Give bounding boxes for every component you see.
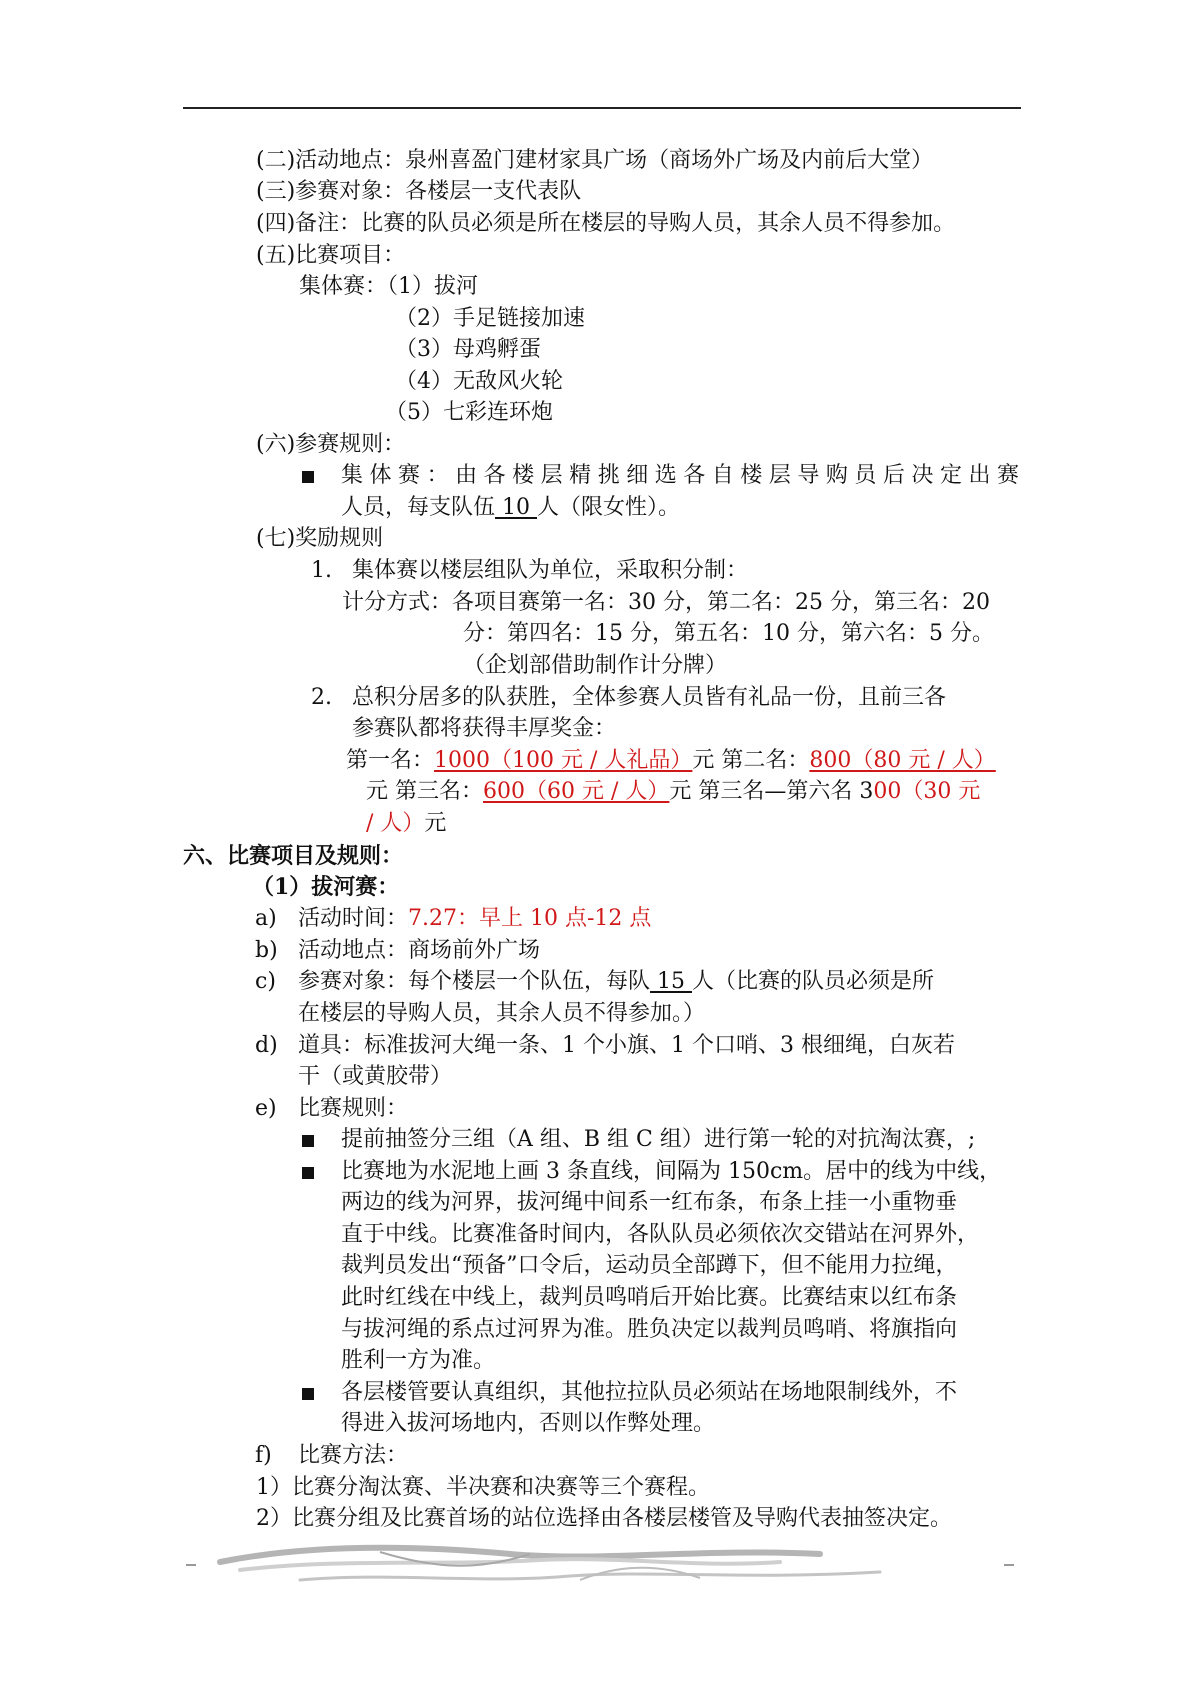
bullet-field-line-2: 两边的线为河界，拔河绳中间系一红布条，布条上挂一小重物垂 — [341, 1190, 958, 1215]
line-location: (二)活动地点：泉州喜盈门建材家具广场（商场外广场及内前后大堂） — [256, 148, 934, 173]
line-match-rules: 比赛规则： — [298, 1096, 409, 1121]
list-number: 2. — [311, 685, 332, 710]
bullet-square-icon — [302, 1135, 314, 1147]
line-reward-2-cont: 参赛队都将获得丰厚奖金： — [352, 716, 617, 741]
bullet-square-icon — [302, 471, 314, 483]
bullet-field-line-6: 与拔河绳的系点过河界为准。胜负决定以裁判员鸣哨、将旗指向 — [341, 1317, 958, 1342]
line-team-size: 人员，每支队伍 10 人（限女性）。 — [341, 495, 681, 520]
bullet-field-line-5: 此时红线在中线上，裁判员鸣哨后开始比赛。比赛结束以红布条 — [341, 1285, 958, 1310]
line-prizes-1: 第一名：1000（100 元 / 人礼品）元 第二名：800（80 元 / 人） — [346, 748, 996, 773]
list-number: 1. — [311, 558, 332, 583]
list-marker: f) — [255, 1443, 272, 1468]
line-scoring-cont: 分：第四名：15 分，第五名：10 分，第六名：5 分。 — [463, 621, 994, 646]
line-method-2: 2）比赛分组及比赛首场的站位选择由各楼层楼管及导购代表抽签决定。 — [256, 1506, 952, 1531]
line-prizes-2: 元 第三名：600（60 元 / 人）元 第三名—第六名 300（30 元 — [366, 779, 981, 804]
subsection-heading: （1）拔河赛： — [252, 874, 400, 900]
list-marker: a) — [255, 906, 277, 931]
event-item-1: 集体赛：（1）拔河 — [299, 274, 478, 299]
line-rules-heading: (六)参赛规则： — [256, 432, 406, 457]
list-marker: c) — [255, 969, 276, 994]
line-events-heading: (五)比赛项目： — [256, 243, 406, 268]
line-method-1: 1）比赛分淘汰赛、半决赛和决赛等三个赛程。 — [256, 1475, 710, 1500]
line-method: 比赛方法： — [298, 1443, 409, 1468]
header-rule — [183, 107, 1021, 109]
line-reward-1: 集体赛以楼层组队为单位，采取积分制： — [352, 558, 749, 583]
line-team-rule: 集体赛：由各楼层精挑细选各自楼层导购员后决定出赛 — [341, 463, 1021, 488]
list-marker: b) — [255, 938, 278, 963]
list-marker: e) — [255, 1096, 277, 1121]
bullet-field-line-7: 胜利一方为准。 — [341, 1348, 496, 1373]
line-scoring: 计分方式：各项目赛第一名：30 分，第二名：25 分，第三名：20 — [342, 590, 990, 615]
section-heading: 六、比赛项目及规则： — [183, 843, 404, 869]
event-item-5: （5）七彩连环炮 — [385, 400, 553, 425]
line-reward-2: 总积分居多的队获胜，全体参赛人员皆有礼品一份，且前三各 — [352, 685, 947, 710]
line-remark: (四)备注：比赛的队员必须是所在楼层的导购人员，其余人员不得参加。 — [256, 211, 956, 236]
bullet-square-icon — [302, 1388, 314, 1400]
line-participants-tug-cont: 在楼层的导购人员，其余人员不得参加。） — [298, 1001, 706, 1026]
line-reward-heading: (七)奖励规则 — [256, 526, 384, 551]
footer-ink-decoration — [180, 1540, 1020, 1590]
bullet-square-icon — [302, 1167, 314, 1179]
line-props: 道具：标准拔河大绳一条、1 个小旗、1 个口哨、3 根细绳，白灰若 — [298, 1033, 955, 1058]
event-item-3: （3）母鸡孵蛋 — [395, 337, 541, 362]
line-venue: 活动地点：商场前外广场 — [298, 938, 541, 963]
bullet-field-line-3: 直于中线。比赛准备时间内，各队队员必须依次交错站在河界外， — [341, 1222, 980, 1247]
line-time: 活动时间：7.27：早上 10 点-12 点 — [298, 906, 652, 931]
line-participants: (三)参赛对象：各楼层一支代表队 — [256, 179, 582, 204]
line-props-cont: 干（或黄胶带） — [298, 1064, 453, 1089]
line-participants-tug: 参赛对象：每个楼层一个队伍，每队 15 人（比赛的队员必须是所 — [298, 969, 935, 994]
list-marker: d) — [255, 1033, 278, 1058]
bullet-cheer-line-2: 得进入拔河场地内，否则以作弊处理。 — [341, 1411, 716, 1436]
bullet-draw: 提前抽签分三组（A 组、B 组 C 组）进行第一轮的对抗淘汰赛，; — [341, 1127, 976, 1152]
bullet-cheer-line-1: 各层楼管要认真组织，其他拉拉队员必须站在场地限制线外，不 — [341, 1380, 958, 1405]
bullet-field-line-1: 比赛地为水泥地上画 3 条直线，间隔为 150cm。居中的线为中线， — [341, 1159, 1002, 1184]
bullet-field-line-4: 裁判员发出“预备”口令后，运动员全部蹲下，但不能用力拉绳， — [341, 1253, 958, 1278]
line-scoring-note: （企划部借助制作计分牌） — [463, 653, 728, 678]
event-item-2: （2）手足链接加速 — [395, 306, 585, 331]
line-prizes-3: / 人）元 — [366, 811, 447, 836]
event-item-4: （4）无敌风火轮 — [395, 369, 563, 394]
